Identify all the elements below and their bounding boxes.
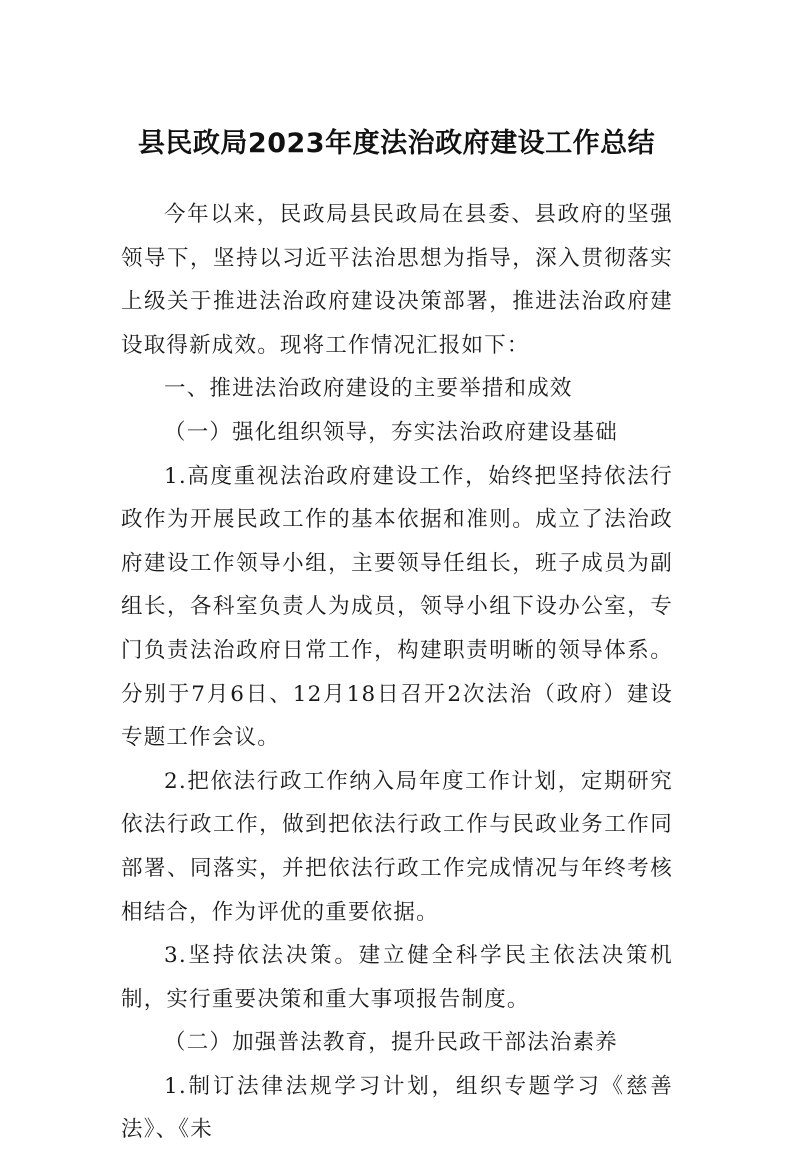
paragraph-item-4: 1.制订法律法规学习计划，组织专题学习《慈善法》、《未 <box>121 1073 673 1143</box>
paragraph-item-1: 1.高度重视法治政府建设工作，始终把坚持依法行政作为开展民政工作的基本依据和准则。成立了法治政府建设工作领导小组，主要领导任组长，班子成员为副组长，各科室负责人为成员，领导小组下设办公室，专门负责法治政府日常工作，构建职责明晰的领导体系。分别于7月6日、12月18日召开2次法治（政府）建设专题工作会议。 <box>121 463 673 751</box>
subsection-heading-1: （一）强化组织领导，夯实法治政府建设基础 <box>164 419 619 445</box>
section-heading-1: 一、推进法治政府建设的主要举措和成效 <box>164 376 573 402</box>
document-body <box>121 193 673 1152</box>
document-title: 县民政局2023年度法治政府建设工作总结 <box>137 128 656 159</box>
paragraph-item-3: 3.坚持依法决策。建立健全科学民主依法决策机制，实行重要决策和重大事项报告制度。 <box>121 943 673 1012</box>
paragraph-item-2: 2.把依法行政工作纳入局年度工作计划，定期研究依法行政工作，做到把依法行政工作与民政业务工作同部署、同落实，并把依法行政工作完成情况与年终考核相结合，作为评优的重要依据。 <box>121 768 673 925</box>
subsection-heading-2: （二）加强普法教育，提升民政干部法治素养 <box>164 1030 619 1056</box>
intro-paragraph: 今年以来，民政局县民政局在县委、县政府的坚强领导下，坚持以习近平法治思想为指导，深入贯彻落实上级关于推进法治政府建设决策部署，推进法治政府建设取得新成效。现将工作情况汇报如下： <box>121 202 673 358</box>
